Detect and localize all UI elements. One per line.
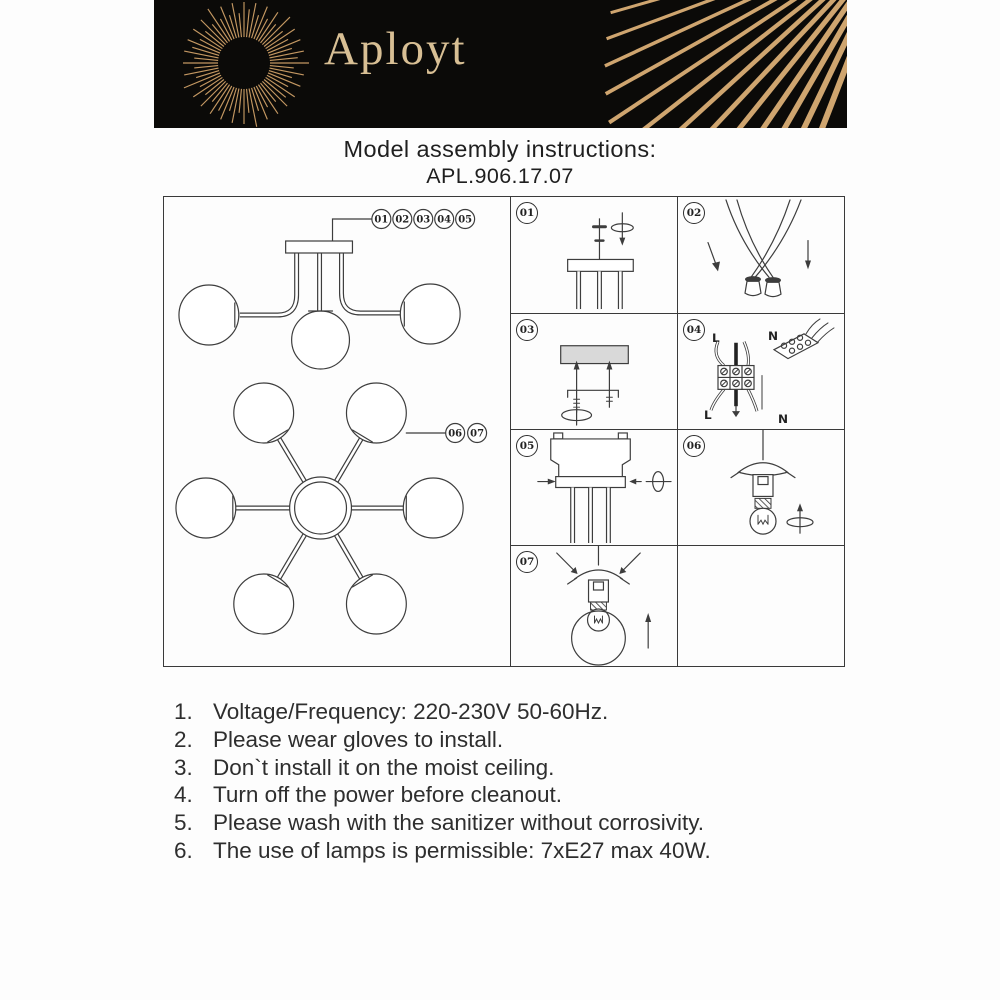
step-badge: 07: [516, 551, 538, 573]
glass-globe: [346, 383, 406, 443]
instruction-text: Voltage/Frequency: 220-230V 50-60Hz.: [213, 699, 609, 724]
glass-globe: [179, 285, 239, 345]
bulb-base: [755, 498, 771, 508]
mounting-bracket: [568, 390, 619, 397]
sunburst-logo-icon: [183, 2, 309, 127]
wiring-label-live: L: [704, 408, 712, 423]
step-cell-03: [511, 314, 678, 430]
ground-symbol: [732, 411, 740, 417]
instruction-item: [174, 698, 711, 726]
step-cell-05: [511, 430, 678, 546]
callout-leader-line: [333, 219, 372, 241]
empty-cell: [678, 546, 844, 666]
step-cell-01: [511, 197, 678, 314]
wiring-label-neutral: N: [778, 412, 789, 427]
glass-globe: [346, 574, 406, 634]
step-badge: 03: [516, 319, 538, 341]
arrow-up: [645, 613, 651, 622]
ceiling-canopy: [556, 477, 626, 488]
instruction-number: 5.: [174, 810, 193, 836]
glass-globe: [403, 478, 463, 538]
light-bulb: [750, 508, 776, 534]
glass-globe: [234, 383, 294, 443]
arrow-down: [805, 260, 811, 269]
instruction-number: 2.: [174, 726, 193, 752]
arrow-down: [712, 261, 720, 271]
lamp-socket: [589, 580, 609, 602]
arrow-right: [548, 479, 556, 485]
callout-badge: 03: [416, 214, 431, 226]
instruction-text: The use of lamps is permissible: 7xE27 max 40W.: [213, 837, 711, 863]
arrow-up: [797, 503, 803, 511]
step-badge: 04: [683, 319, 705, 341]
banner-decoration: [154, 0, 847, 128]
shade-cup: [738, 463, 788, 473]
corner-rays-icon: [605, 0, 847, 128]
glass-globe: [292, 311, 350, 369]
mounting-plate: [551, 439, 631, 477]
step-badge: 02: [683, 202, 705, 224]
brand-banner: [154, 0, 847, 128]
instructions-list: [174, 698, 711, 865]
step-cell-06: [678, 430, 844, 546]
instruction-number: 4.: [174, 782, 193, 808]
arrow-left: [629, 479, 636, 485]
brand-wordmark: Aployt: [324, 23, 467, 75]
glass-globe: [176, 478, 236, 538]
lamp-socket: [745, 281, 761, 295]
callout-badge: 05: [458, 214, 473, 226]
callout-badge: 02: [395, 214, 410, 226]
callout-badge: 04: [437, 214, 452, 226]
instruction-item: [174, 809, 711, 837]
instruction-item: [174, 726, 711, 754]
ceiling-canopy: [568, 259, 634, 271]
step-cell-04: [678, 314, 844, 430]
instruction-text: Don`t install it on the moist ceiling.: [213, 754, 555, 780]
overview-panel: [164, 197, 511, 666]
arrow-down: [619, 238, 625, 246]
callout-badge: 01: [374, 214, 389, 226]
step-badge: 01: [516, 202, 538, 224]
ceiling-canopy: [286, 241, 353, 253]
central-hub: [290, 477, 352, 539]
instruction-text: Turn off the power before cleanout.: [213, 782, 562, 808]
page-title: Model assembly instructions:: [343, 136, 657, 162]
wiring-label-live: L: [712, 330, 720, 345]
glass-globe: [400, 284, 460, 344]
callout-badge: 07: [470, 428, 485, 440]
step-badge: 06: [683, 435, 705, 457]
glass-globe: [234, 574, 294, 634]
instruction-item: [174, 837, 711, 865]
callout-badges-top: [372, 210, 475, 229]
step-badge: 05: [516, 435, 538, 457]
instruction-number: 1.: [174, 699, 193, 724]
step-cell-02: [678, 197, 844, 314]
callout-badges-bottom: [446, 424, 487, 443]
terminal-block-3d: [774, 319, 834, 359]
lamp-socket: [753, 475, 773, 497]
lamp-socket: [765, 282, 781, 296]
instruction-text: Please wash with the sanitizer without corrosivity.: [213, 810, 705, 836]
instruction-number: 6.: [174, 837, 193, 863]
chandelier-overview-illustration: [164, 197, 510, 666]
instruction-number: 3.: [174, 754, 193, 780]
shade-cup: [575, 570, 623, 579]
callout-badge: 06: [448, 428, 463, 440]
instruction-text: Please wear gloves to install.: [213, 726, 504, 752]
instruction-item: [174, 754, 711, 782]
instruction-item: [174, 781, 711, 809]
assembly-diagram: [163, 196, 845, 667]
wiring-label-neutral: N: [768, 328, 779, 343]
step-cell-07: [511, 546, 678, 666]
model-number: APL.906.17.07: [426, 164, 574, 188]
